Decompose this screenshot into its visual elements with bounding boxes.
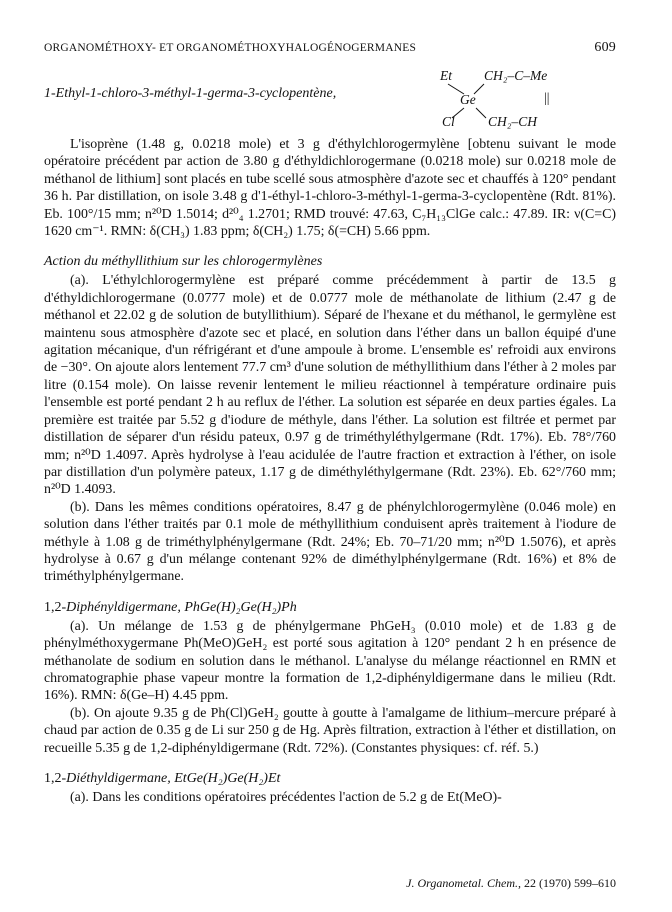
document-page — [44, 40, 616, 806]
running-header — [44, 40, 616, 56]
section-title-diphenyl — [44, 600, 616, 616]
section-title-diethyl — [44, 771, 616, 787]
journal-footer — [406, 876, 616, 891]
title-italic: Diphényldigermane, PhGe(H)₂Ge(H₂)Ph — [66, 599, 297, 615]
journal-citation: 22 (1970) 599–610 — [524, 876, 616, 890]
germanium-label: Ge — [460, 92, 476, 107]
title-prefix: 1,2- — [44, 599, 67, 615]
journal-name: J. Organometal. Chem., — [406, 876, 521, 890]
page-number: 609 — [594, 40, 616, 55]
methyllithium-para-b: (b). Dans les mêmes conditions opératoires, 8.47 g de phénylchlorogermylène (0.046 mole) en solution dans l'éther traités par 0.1 mole de méthyllithium conduisent après traitement à l'iodure de méthyle à 1.08 g de triméthylphénylgermane (Rdt. 24%; Eb. 70–71/20 mm; n²⁰D 1.5076), et après hydrolyse à 0.67 g d'un mélange contenant 92% de diméthylphénylgermane (Rdt. 16%) et 8% de triméthylphénylgermane. — [44, 499, 616, 585]
diphenyl-para-a: (a). Un mélange de 1.53 g de phénylgermane PhGeH₃ (0.010 mole) et de 1.83 g de phénylméthoxygermane Ph(MeO)GeH₂ est porté sous agitation à 120° pendant 2 h en présence de méthanolate de sodium en solution dans le méthanol. L'analyse du mélange réactionnel en RMN et chromatographie phase vapeur montre la formation de 1,2-diphényldigermane dans le milieu (Rdt. 16%). RMN: δ(Ge–H) 4.45 ppm. — [44, 618, 616, 704]
ethyl-label: Et — [440, 68, 452, 83]
structural-formula — [422, 64, 622, 136]
title-italic: Diéthyldigermane, EtGe(H₂)Ge(H₂)Et — [66, 771, 281, 786]
ch2-bottom-label: CH₂–CH — [488, 114, 537, 129]
running-title: ORGANOMÉTHOXY- ET ORGANOMÉTHOXYHALOGÉNOGERMANES — [44, 42, 417, 54]
diphenyl-para-b: (b). On ajoute 9.35 g de Ph(Cl)GeH₂ goutte à goutte à l'amalgame de lithium–mercure préparé à chaud par action de 0.35 g de Li sur 250 g de Hg. Après filtration, extraction à l'éther et distillation, on recueille 5.35 g de 1,2-diphényldigermane (Rdt. 72%). (Constantes physiques: cf. réf. 5.) — [44, 705, 616, 756]
compound-name: 1-Ethyl-1-chloro-3-méthyl-1-germa-3-cyclopentène, — [44, 86, 337, 101]
ch2-top-label: CH₂–C–Me — [484, 68, 548, 83]
title-prefix: 1,2- — [44, 771, 67, 786]
compound-heading — [44, 64, 616, 136]
diethyl-para-a: (a). Dans les conditions opératoires précédentes l'action de 5.2 g de Et(MeO)- — [70, 790, 502, 805]
double-bond-mark: || — [544, 90, 550, 105]
chloro-label: Cl — [442, 114, 455, 129]
compound1-paragraph: L'isoprène (1.48 g, 0.0218 mole) et 3 g d'éthylchlorogermylène [obtenu suivant le mode opératoire précédent par action de 3.80 g d'éthyldichlorogermane (0.0218 mole) sur 0.0218 mole de méthanol de lithium] sont placés en tube scellé sous atmosphère d'azote sec et chauffés à 120° pendant 36 h. Par distillation, on isole 3.48 g d'1-éthyl-1-chloro-3-méthyl-1-germa-3-cyclopentène (Rdt. 81%). Eb. 100°/15 mm; n²⁰D 1.5014; d²⁰₄ 1.2701; RMD trouvé: 47.63, C₇H₁₃ClGe calc.: 47.89. IR: ν(C=C) 1620 cm⁻¹. RMN: δ(CH₃) 1.83 ppm; δ(CH₂) 1.75; δ(=CH) 5.66 ppm. — [44, 137, 616, 240]
methyllithium-para-a: (a). L'éthylchlorogermylène est préparé comme précédemment à partir de 13.5 g d'éthyldichlorogermane (0.0777 mole) et de 0.0777 mole de méthanolate de lithium (2.47 g de méthanol et 22.02 g de solution de butyllithium). Séparé de l'hexane et du méthanol, le germylène est maintenu sous atmosphère d'azote sec et placé, en solution dans l'éther dans un ballon équipé d'une agitation mécanique, d'un réfrigérant et d'une ampoule à brome. L'ensemble es' refroidi aux environs de −30°. On ajoute alors lentement 77.7 cm³ d'une solution de méthyllithium dans l'éther à 2 moles par litre (0.154 mole). On laisse revenir lentement le milieu réactionnel à température ordinaire puis l'ensemble est porté pendant 2 h au reflux de l'éther. La solution est séparée en deux parties égales. La première est traitée par 5.52 g d'iodure de méthyle, dans l'éther. La solution est filtrée et permet par distillation de séparer d'un résidu pateux, 0.97 g de triméthyléthylgermane (Rdt. 17%). Eb. 78°/760 mm; n²⁰D 1.4097. Après hydrolyse à l'eau acidulée de l'autre fraction et extraction à l'éther, on isole par distillation d'un polymère pateux, 1.17 g de diméthyléthylgermane (Rdt. 23%). Eb. 62°/760 mm; n²⁰D 1.4093. — [44, 273, 616, 498]
section-title-methyllithium: Action du méthyllithium sur les chlorogermylènes — [44, 254, 323, 270]
